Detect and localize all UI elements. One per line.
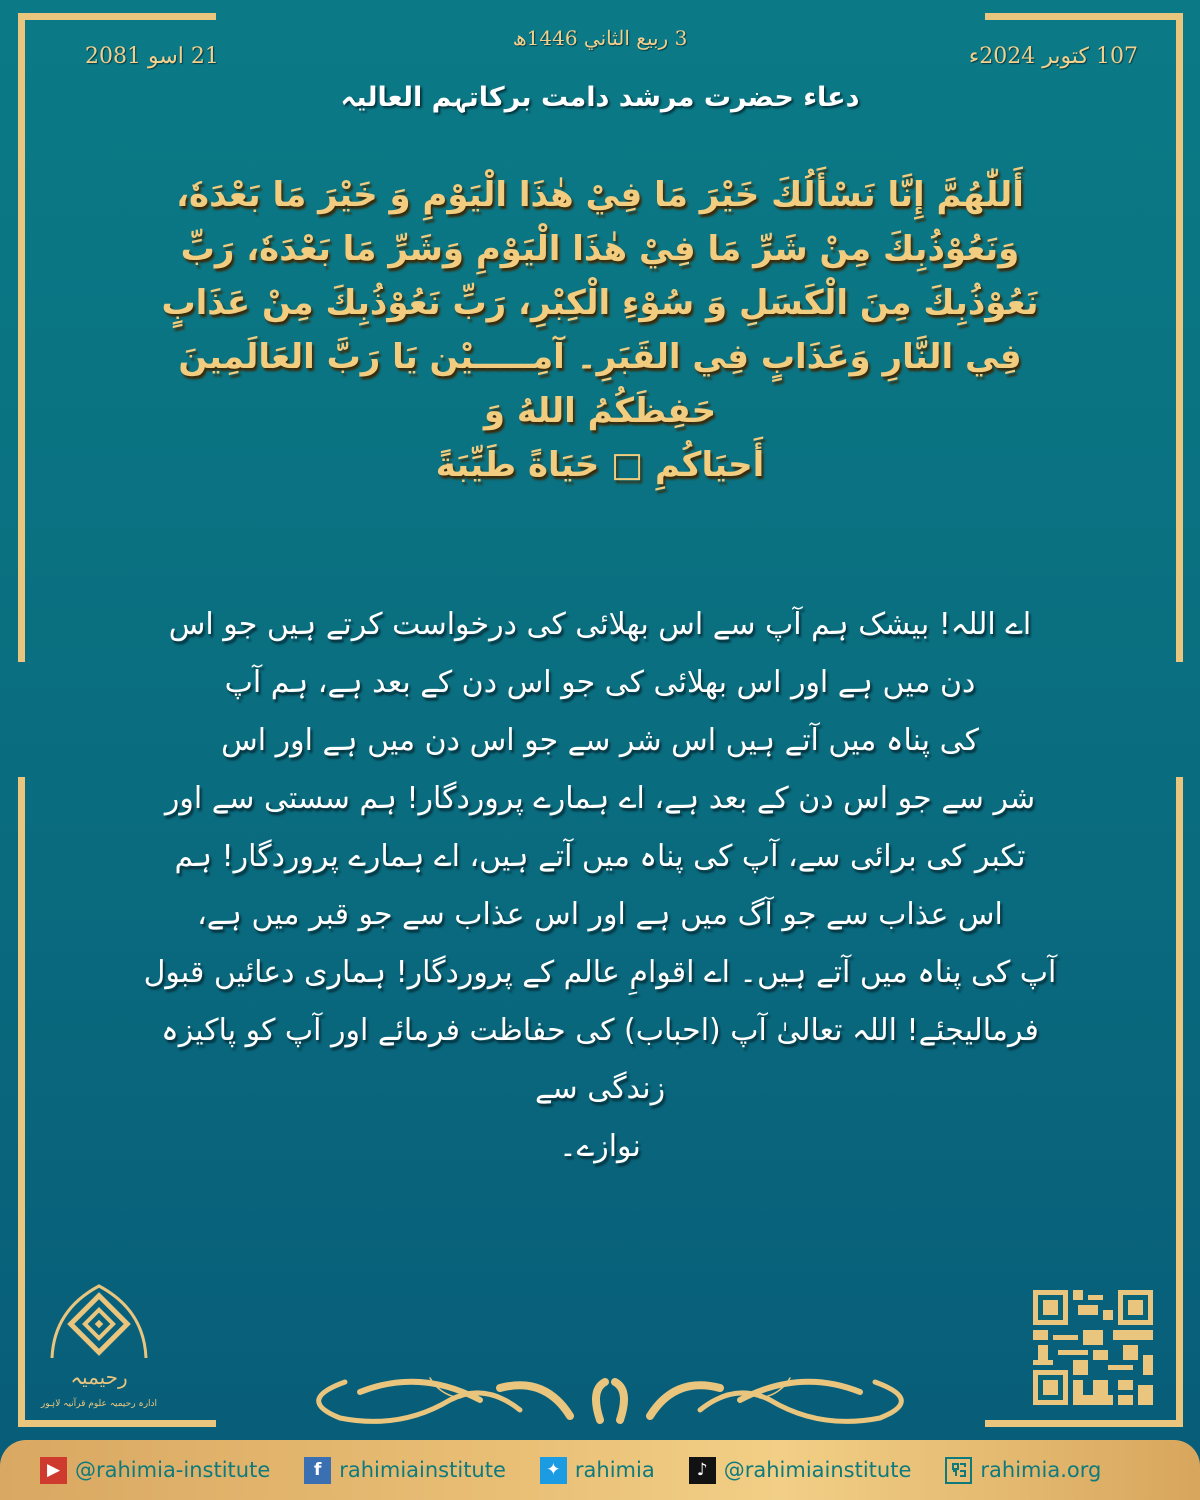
frame-side-left-bottom	[18, 777, 25, 1427]
translation-line: کی پناہ میں آتے ہیں اس شر سے جو اس دن میں ہے اور اس	[221, 723, 979, 758]
translation-line: تکبر کی برائی سے، آپ کی پناہ میں آتے ہیں، اے ہمارے پروردگار! ہم	[174, 839, 1026, 874]
translation-line: اس عذاب سے جو آگ میں ہے اور اس عذاب سے جو قبر میں ہے،	[197, 897, 1003, 932]
social-footer	[0, 1440, 1200, 1500]
qr-code[interactable]	[1033, 1290, 1153, 1405]
dua-line: أَللّٰهُمَّ إِنَّا نَسْأَلُكَ خَيْرَ مَا فِيْ هٰذَا الْيَوْمِ وَ خَيْرَ مَا بَعْدَهٗ،	[176, 175, 1024, 215]
flourish-ornament-icon	[300, 1370, 920, 1426]
twitter-link[interactable]: ✦ rahimia	[540, 1457, 655, 1484]
youtube-link[interactable]: ▶ @rahimia-institute	[40, 1457, 270, 1484]
twitter-icon: ✦	[540, 1457, 567, 1484]
dome-logo-icon	[40, 1280, 158, 1420]
date-bikrami: 21 اسو 2081	[85, 44, 219, 69]
page-title: دعاء حضرت مرشد دامت برکاتہم العالیہ	[340, 82, 860, 113]
decorative-flourish	[300, 1370, 920, 1426]
youtube-icon: ▶	[40, 1457, 67, 1484]
website-link[interactable]: rahimia.org	[945, 1457, 1101, 1484]
rahimia-logo	[40, 1280, 158, 1420]
frame-corner-bottom-right	[985, 1420, 1183, 1427]
date-hijri: 3 ربيع الثاني 1446ھ	[512, 26, 688, 50]
tiktok-icon: ♪	[689, 1457, 716, 1484]
dua-line: وَنَعُوْذُبِكَ مِنْ شَرِّ مَا فِيْ هٰذَا الْيَوْمِ وَشَرِّ مَا بَعْدَهٗ، رَبِّ	[180, 229, 1020, 269]
frame-corner-top-right	[985, 13, 1183, 20]
frame-side-right-bottom	[1176, 777, 1183, 1427]
translation-line: شر سے جو اس دن کے بعد ہے، اے ہمارے پروردگار! ہم سستی سے اور	[164, 781, 1036, 816]
translation-line: دن میں ہے اور اس بھلائی کی جو اس دن کے بعد ہے، ہم آپ	[224, 665, 976, 700]
facebook-link[interactable]: f rahimiainstitute	[304, 1457, 506, 1484]
dua-line: فِي النَّارِ وَعَذَابٍ فِي القَبَرِ۔ آمِـــــيْن يَا رَبَّ العَالَمِينَ حَفِظَكُمُ اللهُ وَ	[178, 337, 1022, 431]
svg-text:ادارہ رحیمیہ علوم قرآنیہ لاہور: ادارہ رحیمیہ علوم قرآنیہ لاہور	[40, 1399, 158, 1409]
svg-text:رحیمیہ: رحیمیہ	[70, 1365, 128, 1389]
dua-arabic	[150, 168, 1050, 492]
frame-corner-bottom-left	[18, 1420, 216, 1427]
translation-urdu	[140, 596, 1060, 1176]
qr-code-icon	[1033, 1290, 1153, 1405]
date-gregorian: 107 کتوبر 2024ء	[968, 44, 1138, 69]
tiktok-link[interactable]: ♪ @rahimiainstitute	[689, 1457, 912, 1484]
translation-line: نوازے۔	[559, 1129, 641, 1164]
dua-line: أَحيَاكُمِ □ حَيَاةً طَيِّبَةً	[435, 445, 765, 485]
translation-line: اے اللہ! بیشک ہم آپ سے اس بھلائی کی درخواست کرتے ہیں جو اس	[168, 607, 1032, 642]
facebook-icon: f	[304, 1457, 331, 1484]
frame-corner-top-left	[18, 13, 216, 20]
translation-line: فرمالیجئے! اللہ تعالیٰ آپ (احباب) کی حفاظت فرمائے اور آپ کو پاکیزہ زندگی سے	[161, 1013, 1039, 1106]
dua-line: نَعُوْذُبِكَ مِنَ الْكَسَلِ وَ سُوْءِ الْكِبْرِ، رَبِّ نَعُوْذُبِكَ مِنْ عَذَابٍ	[161, 283, 1039, 323]
website-icon	[945, 1457, 972, 1484]
translation-line: آپ کی پناہ میں آتے ہیں۔ اے اقوامِ عالم کے پروردگار! ہماری دعائیں قبول	[143, 955, 1057, 990]
